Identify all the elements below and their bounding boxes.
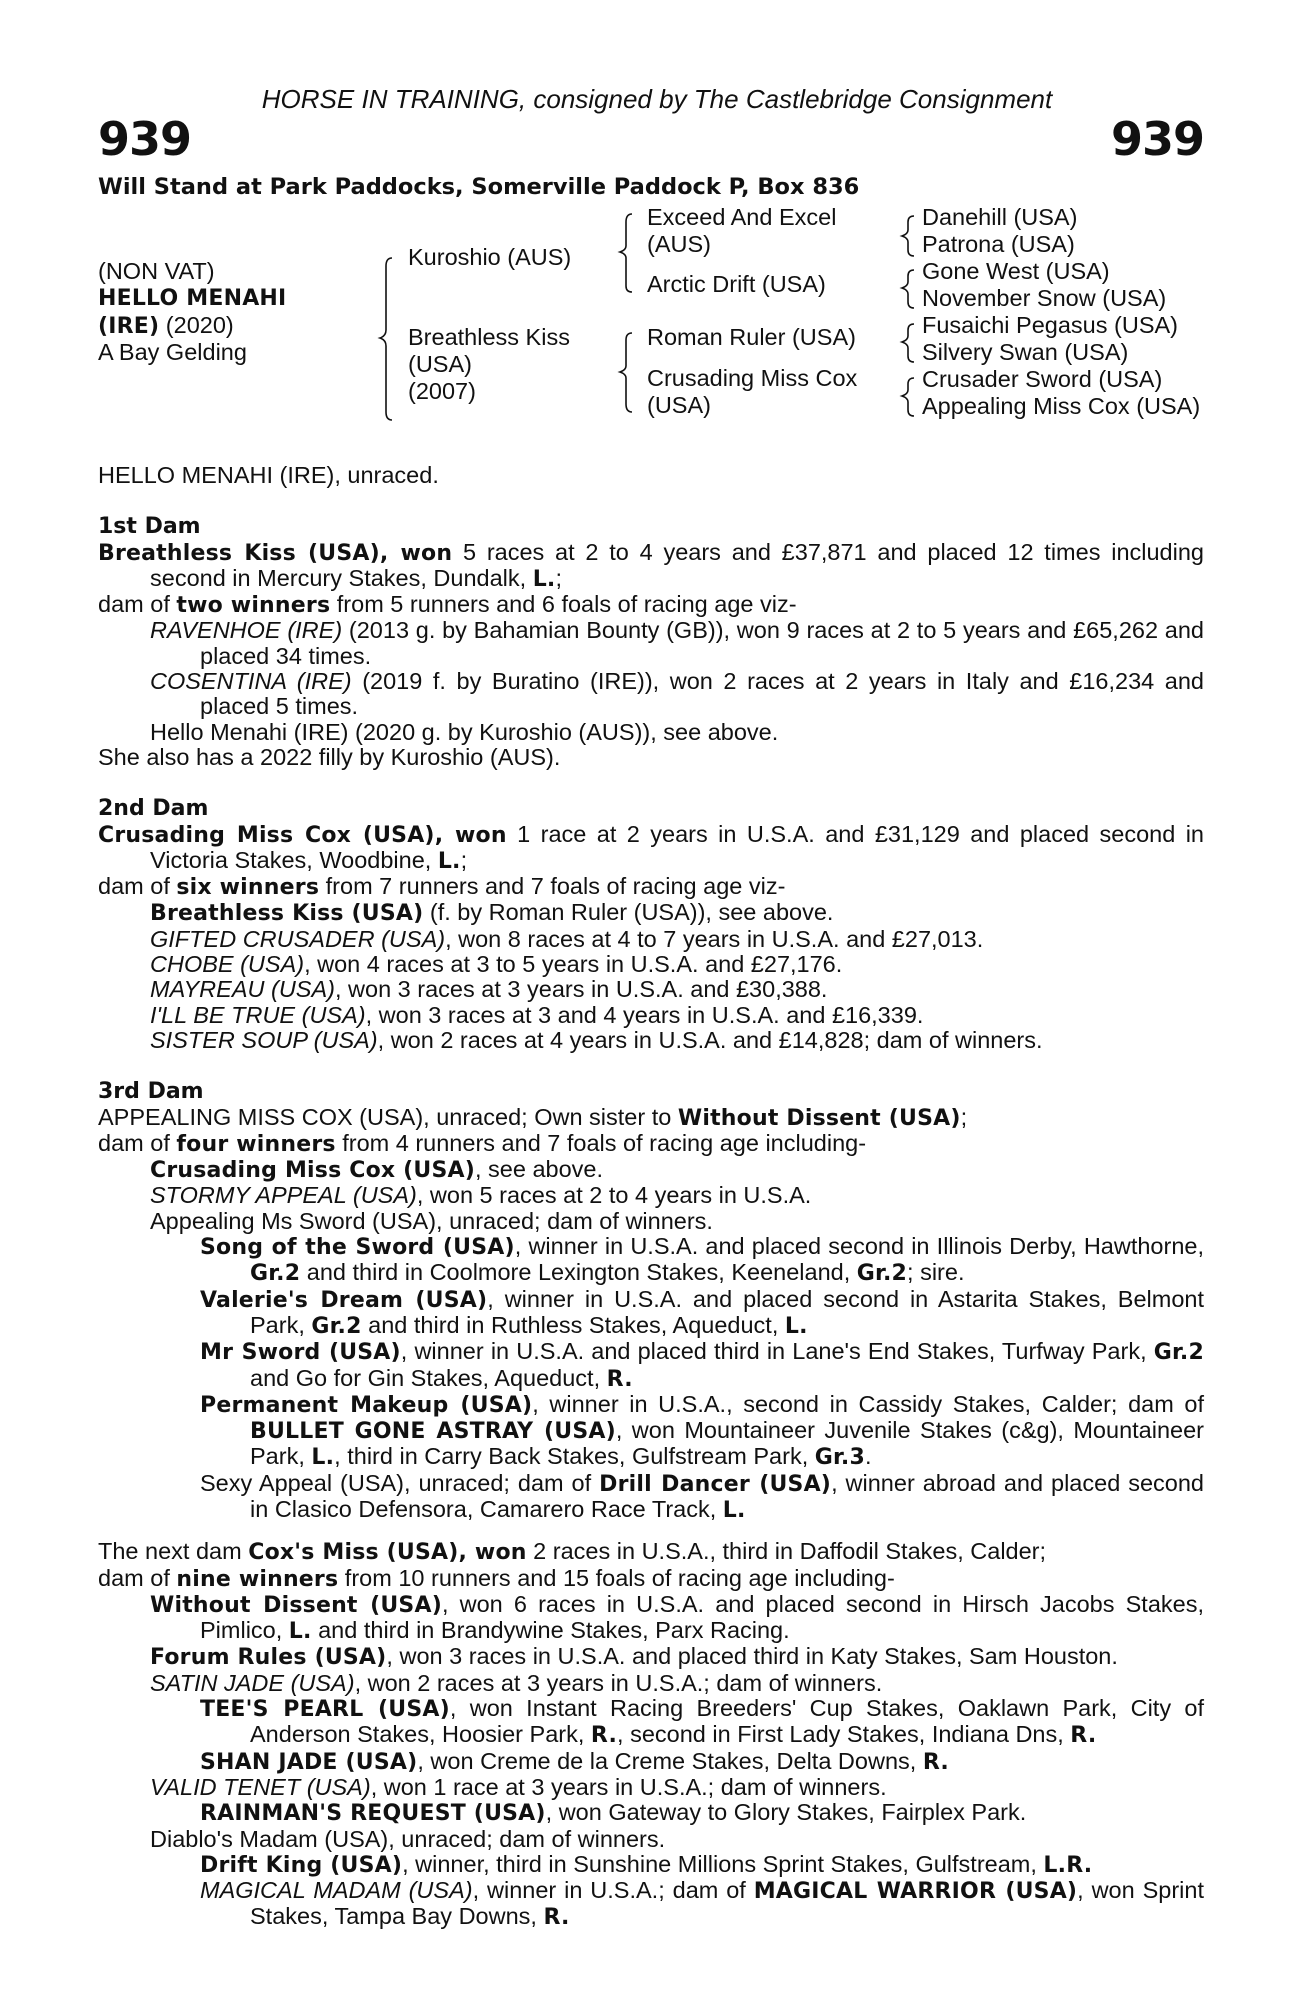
produce-name: SHAN JADE (USA): [200, 1749, 418, 1775]
horse-description: A Bay Gelding: [98, 339, 247, 365]
runners-text: from 7 runners and 7 foals of racing age viz-: [319, 873, 786, 900]
produce-item: [98, 952, 1204, 977]
runners-text: from 5 runners and 6 foals of racing age viz-: [330, 591, 797, 618]
winners-count: six winners: [176, 875, 320, 901]
produce-text: and third in Brandywine Stakes, Parx Racing.: [311, 1617, 790, 1644]
produce-item: [98, 1028, 1204, 1053]
runners-text: from 10 runners and 15 foals of racing age including-: [338, 1564, 895, 1591]
produce-item: [98, 1671, 1204, 1696]
dam-dam-line-1: Crusading Miss Cox: [647, 365, 858, 391]
produce-item: [98, 1003, 1204, 1028]
produce-text: , winner abroad and placed second in Clasico Defensora, Camarero Race Track,: [250, 1469, 1205, 1522]
produce-name: STORMY APPEAL (USA): [150, 1182, 417, 1209]
race-grade: L.: [532, 566, 556, 592]
produce-name: GIFTED CRUSADER (USA): [150, 925, 446, 952]
gen3-6: Silvery Swan (USA): [922, 339, 1129, 365]
produce-name: SISTER SOUP (USA): [150, 1026, 378, 1053]
dam-of: dam of: [98, 1564, 177, 1591]
dam-dam-line-2: (USA): [647, 392, 711, 418]
produce-item: [98, 1183, 1204, 1208]
punct: ;: [555, 564, 563, 591]
vat-status: (NON VAT): [98, 258, 215, 284]
grand-produce-item: [98, 1749, 1204, 1775]
winners-count: two winners: [176, 593, 331, 619]
race-grade: R.: [590, 1723, 618, 1749]
dam-line-3: (2007): [408, 378, 476, 404]
produce-name: Drift King (USA): [200, 1852, 403, 1878]
produce-item: [98, 669, 1204, 720]
produce-text: , second in First Lady Stakes, Indiana Dns,: [617, 1721, 1071, 1748]
third-dam-produce-summary: [98, 1131, 1204, 1157]
winners-count: nine winners: [176, 1566, 339, 1592]
intro-text: The next dam: [98, 1538, 249, 1565]
produce-name: Drill Dancer (USA): [599, 1471, 832, 1497]
sire: Kuroshio (AUS): [408, 244, 572, 270]
race-grade: Gr.2: [250, 1261, 301, 1287]
produce-name: Valerie's Dream (USA): [200, 1287, 488, 1313]
dam-of: dam of: [98, 591, 177, 618]
winners-count: four winners: [176, 1131, 336, 1157]
produce-item: Appealing Ms Sword (USA), unraced; dam of winners.: [150, 1207, 713, 1234]
intro-text: APPEALING MISS COX (USA), unraced; Own sister to: [98, 1103, 678, 1130]
horse-name: HELLO MENAHI: [98, 286, 287, 311]
produce-name: RAVENHOE (IRE): [150, 617, 343, 644]
produce-name: MAGICAL WARRIOR (USA): [753, 1879, 1078, 1905]
produce-text: , won 3 races at 3 years in U.S.A. and £30,388.: [334, 976, 828, 1003]
race-grade: L.: [311, 1445, 335, 1471]
produce-item: [98, 927, 1204, 952]
gen3-1: Danehill (USA): [922, 204, 1078, 230]
first-dam-record: [98, 540, 1204, 593]
grand-produce-item: [98, 1878, 1204, 1931]
won-label: , won: [458, 1540, 527, 1566]
second-dam-heading: 2nd Dam: [98, 796, 209, 822]
third-dam-record: [98, 1105, 1204, 1131]
produce-text: , won Sprint Stakes, Tampa Bay Downs,: [250, 1877, 1204, 1930]
dam-line-1: Breathless Kiss: [408, 324, 570, 350]
produce-text: (f. by Roman Ruler (USA)), see above.: [423, 899, 834, 926]
first-dam-heading: 1st Dam: [98, 514, 201, 540]
produce-name: Mr Sword (USA): [200, 1340, 401, 1366]
punct: ;: [960, 1103, 968, 1130]
produce-name: MAGICAL MADAM (USA): [200, 1877, 473, 1904]
grand-produce-item: [98, 1339, 1204, 1392]
record-text: 1 race at 2 years in U.S.A. and £31,129 and placed second in Victoria Stakes, Woodbine,: [150, 820, 1204, 873]
lot-number-left: 939: [98, 112, 192, 166]
produce-text: and Go for Gin Stakes, Aqueduct,: [250, 1364, 607, 1391]
produce-text: , won 2 races at 4 years in U.S.A. and £14,828; dam of winners.: [377, 1026, 1043, 1053]
produce-name: MAYREAU (USA): [150, 976, 335, 1003]
produce-item: Diablo's Madam (USA), unraced; dam of winners.: [150, 1825, 666, 1852]
produce-text: , winner in U.S.A., second in Cassidy Stakes, Calder; dam of: [532, 1390, 1204, 1417]
gen3-5: Fusaichi Pegasus (USA): [922, 312, 1178, 338]
record-text: 2 races in U.S.A., third in Daffodil Stakes, Calder;: [526, 1538, 1047, 1565]
produce-item: [98, 1775, 1204, 1800]
race-grade: R.: [606, 1366, 633, 1392]
produce-name: I'LL BE TRUE (USA): [150, 1001, 366, 1028]
produce-name: SATIN JADE (USA): [150, 1669, 355, 1696]
horse-year: (2020): [159, 312, 234, 338]
produce-text: , won 5 races at 2 to 4 years in U.S.A.: [416, 1182, 812, 1209]
dam-line-2: (USA): [408, 351, 472, 377]
produce-text: , winner, third in Sunshine Millions Sprint Stakes, Gulfstream,: [402, 1850, 1044, 1877]
produce-item: [98, 900, 1204, 926]
dam-of: dam of: [98, 873, 177, 900]
produce-text: , won 8 races at 4 to 7 years in U.S.A. and £27,013.: [445, 925, 984, 952]
produce-record: [98, 463, 1204, 1931]
gen3-7: Crusader Sword (USA): [922, 366, 1163, 392]
sire-dam: Arctic Drift (USA): [647, 271, 826, 297]
produce-name: BULLET GONE ASTRAY (USA): [250, 1419, 616, 1445]
first-dam-name: Breathless Kiss (USA): [98, 540, 380, 566]
produce-text: , won 3 races in U.S.A. and placed third in Katy Stakes, Sam Houston.: [386, 1643, 1118, 1670]
race-grade: Gr.2: [1153, 1340, 1204, 1366]
produce-text: , winner in U.S.A. and placed second in Illinois Derby, Hawthorne,: [514, 1233, 1204, 1260]
next-dam-name: Cox's Miss (USA): [248, 1540, 459, 1566]
race-grade: L.: [784, 1313, 808, 1339]
grand-produce-item: [98, 1800, 1204, 1826]
produce-name: TEE'S PEARL (USA): [200, 1697, 450, 1723]
page-header: HORSE IN TRAINING, consigned by The Castlebridge Consignment: [261, 84, 1053, 114]
produce-text: , won 3 races at 3 and 4 years in U.S.A. and £16,339.: [365, 1001, 924, 1028]
produce-name: RAINMAN'S REQUEST (USA): [200, 1801, 546, 1827]
produce-text: and third in Ruthless Stakes, Aqueduct,: [361, 1311, 785, 1338]
produce-name: Permanent Makeup (USA): [200, 1392, 533, 1418]
grand-produce-item: [98, 1852, 1204, 1878]
first-dam-produce-summary: [98, 592, 1204, 618]
grand-produce-item: [98, 1471, 1204, 1524]
second-dam-record: [98, 822, 1204, 875]
race-grade: L.: [288, 1619, 312, 1645]
gen3-2: Patrona (USA): [922, 231, 1075, 257]
produce-text: , won 2 races at 3 years in U.S.A.; dam of winners.: [354, 1669, 883, 1696]
produce-name: COSENTINA (IRE): [150, 668, 352, 695]
next-dam-record: [98, 1539, 1204, 1565]
produce-text: , winner in U.S.A. and placed third in Lane's End Stakes, Turfway Park,: [400, 1338, 1154, 1365]
second-dam-produce-summary: [98, 874, 1204, 900]
produce-text: , winner in U.S.A. and placed second in Astarita Stakes, Belmont Park,: [250, 1285, 1204, 1338]
produce-name: Forum Rules (USA): [150, 1645, 387, 1671]
race-grade: L.: [437, 848, 461, 874]
grand-produce-item: [98, 1696, 1204, 1749]
grand-produce-item: [98, 1287, 1204, 1340]
produce-name: Without Dissent (USA): [150, 1592, 442, 1618]
produce-name: Crusading Miss Cox (USA): [150, 1158, 475, 1184]
produce-text: , won 6 races in U.S.A. and placed second in Hirsch Jacobs Stakes, Pimlico,: [200, 1590, 1204, 1644]
second-dam-name: Crusading Miss Cox (USA): [98, 822, 435, 848]
lot-number-right: 939: [1110, 112, 1204, 166]
produce-item: [98, 618, 1204, 669]
sister-name: Without Dissent (USA): [677, 1105, 961, 1131]
produce-text: , third in Carry Back Stakes, Gulfstream Park,: [334, 1443, 815, 1470]
produce-name: VALID TENET (USA): [150, 1773, 371, 1800]
produce-text: , won Instant Racing Breeders' Cup Stakes, Oaklawn Park, City of Anderson Stakes, Hoosier Park,: [250, 1695, 1204, 1748]
produce-text: Sexy Appeal (USA), unraced; dam of: [200, 1469, 600, 1496]
produce-name: Breathless Kiss (USA): [150, 901, 424, 927]
produce-text: , winner in U.S.A.; dam of: [472, 1877, 754, 1904]
produce-text: , see above.: [475, 1156, 604, 1183]
produce-text: and third in Coolmore Lexington Stakes, Keeneland,: [300, 1259, 857, 1286]
unraced-note: HELLO MENAHI (IRE), unraced.: [98, 462, 439, 488]
grand-produce-item: [98, 1234, 1204, 1287]
produce-text: , won Mountaineer Juvenile Stakes (c&g), Mountaineer Park,: [250, 1417, 1204, 1470]
produce-item: Hello Menahi (IRE) (2020 g. by Kuroshio (AUS)), see above.: [150, 718, 779, 745]
produce-name: CHOBE (USA): [150, 951, 305, 978]
produce-text: , won 4 races at 3 to 5 years in U.S.A. and £27,176.: [304, 951, 843, 978]
produce-item: [98, 977, 1204, 1002]
dam-of: dam of: [98, 1129, 177, 1156]
produce-text: ; sire.: [907, 1259, 965, 1286]
punct: .: [865, 1443, 872, 1470]
race-grade: L.: [722, 1497, 746, 1523]
pedigree-table: [0, 200, 1314, 430]
produce-item: [98, 1644, 1204, 1670]
race-grade: Gr.3: [814, 1445, 866, 1471]
runners-text: from 4 runners and 7 foals of racing age including-: [335, 1129, 867, 1156]
dam-sire: Roman Ruler (USA): [647, 324, 856, 350]
produce-text: (2019 f. by Buratino (IRE)), won 2 races at 2 years in Italy and £16,234 and placed 5 times.: [200, 668, 1204, 720]
also-note: She also has a 2022 filly by Kuroshio (AUS).: [98, 743, 561, 770]
race-grade: L.R.: [1043, 1852, 1093, 1878]
gen3-8: Appealing Miss Cox (USA): [922, 393, 1201, 419]
produce-name: Song of the Sword (USA): [200, 1235, 515, 1261]
race-grade: R.: [543, 1905, 570, 1931]
produce-text: , won 1 race at 3 years in U.S.A.; dam of winners.: [370, 1773, 887, 1800]
gen3-4: November Snow (USA): [922, 285, 1167, 311]
race-grade: R.: [1070, 1723, 1097, 1749]
produce-text: , won Creme de la Creme Stakes, Delta Downs,: [417, 1747, 923, 1774]
stand-location: Will Stand at Park Paddocks, Somerville Paddock P, Box 836: [98, 174, 860, 200]
sire-sire-line-2: (AUS): [647, 231, 711, 257]
won-label: , won: [434, 822, 507, 848]
won-label: , won: [379, 540, 453, 566]
race-grade: Gr.2: [856, 1261, 908, 1287]
horse-origin: (IRE): [98, 314, 160, 339]
produce-text: (2013 g. by Bahamian Bounty (GB)), won 9 races at 2 to 5 years and £65,262 and placed 34 times.: [200, 617, 1204, 669]
gen3-3: Gone West (USA): [922, 258, 1110, 284]
punct: ;: [460, 846, 468, 873]
produce-text: , won Gateway to Glory Stakes, Fairplex Park.: [545, 1799, 1027, 1826]
produce-item: [98, 1592, 1204, 1645]
record-text: 5 races at 2 to 4 years and £37,871 and placed 12 times including second in Mercury Stakes, Dundalk,: [150, 538, 1204, 591]
grand-produce-item: [98, 1392, 1204, 1471]
race-grade: R.: [922, 1749, 949, 1775]
horse-origin-year: [98, 312, 234, 340]
sire-sire-line-1: Exceed And Excel: [647, 204, 837, 230]
produce-item: [98, 1157, 1204, 1183]
next-dam-produce-summary: [98, 1566, 1204, 1592]
race-grade: Gr.2: [311, 1313, 362, 1339]
third-dam-heading: 3rd Dam: [98, 1079, 204, 1105]
